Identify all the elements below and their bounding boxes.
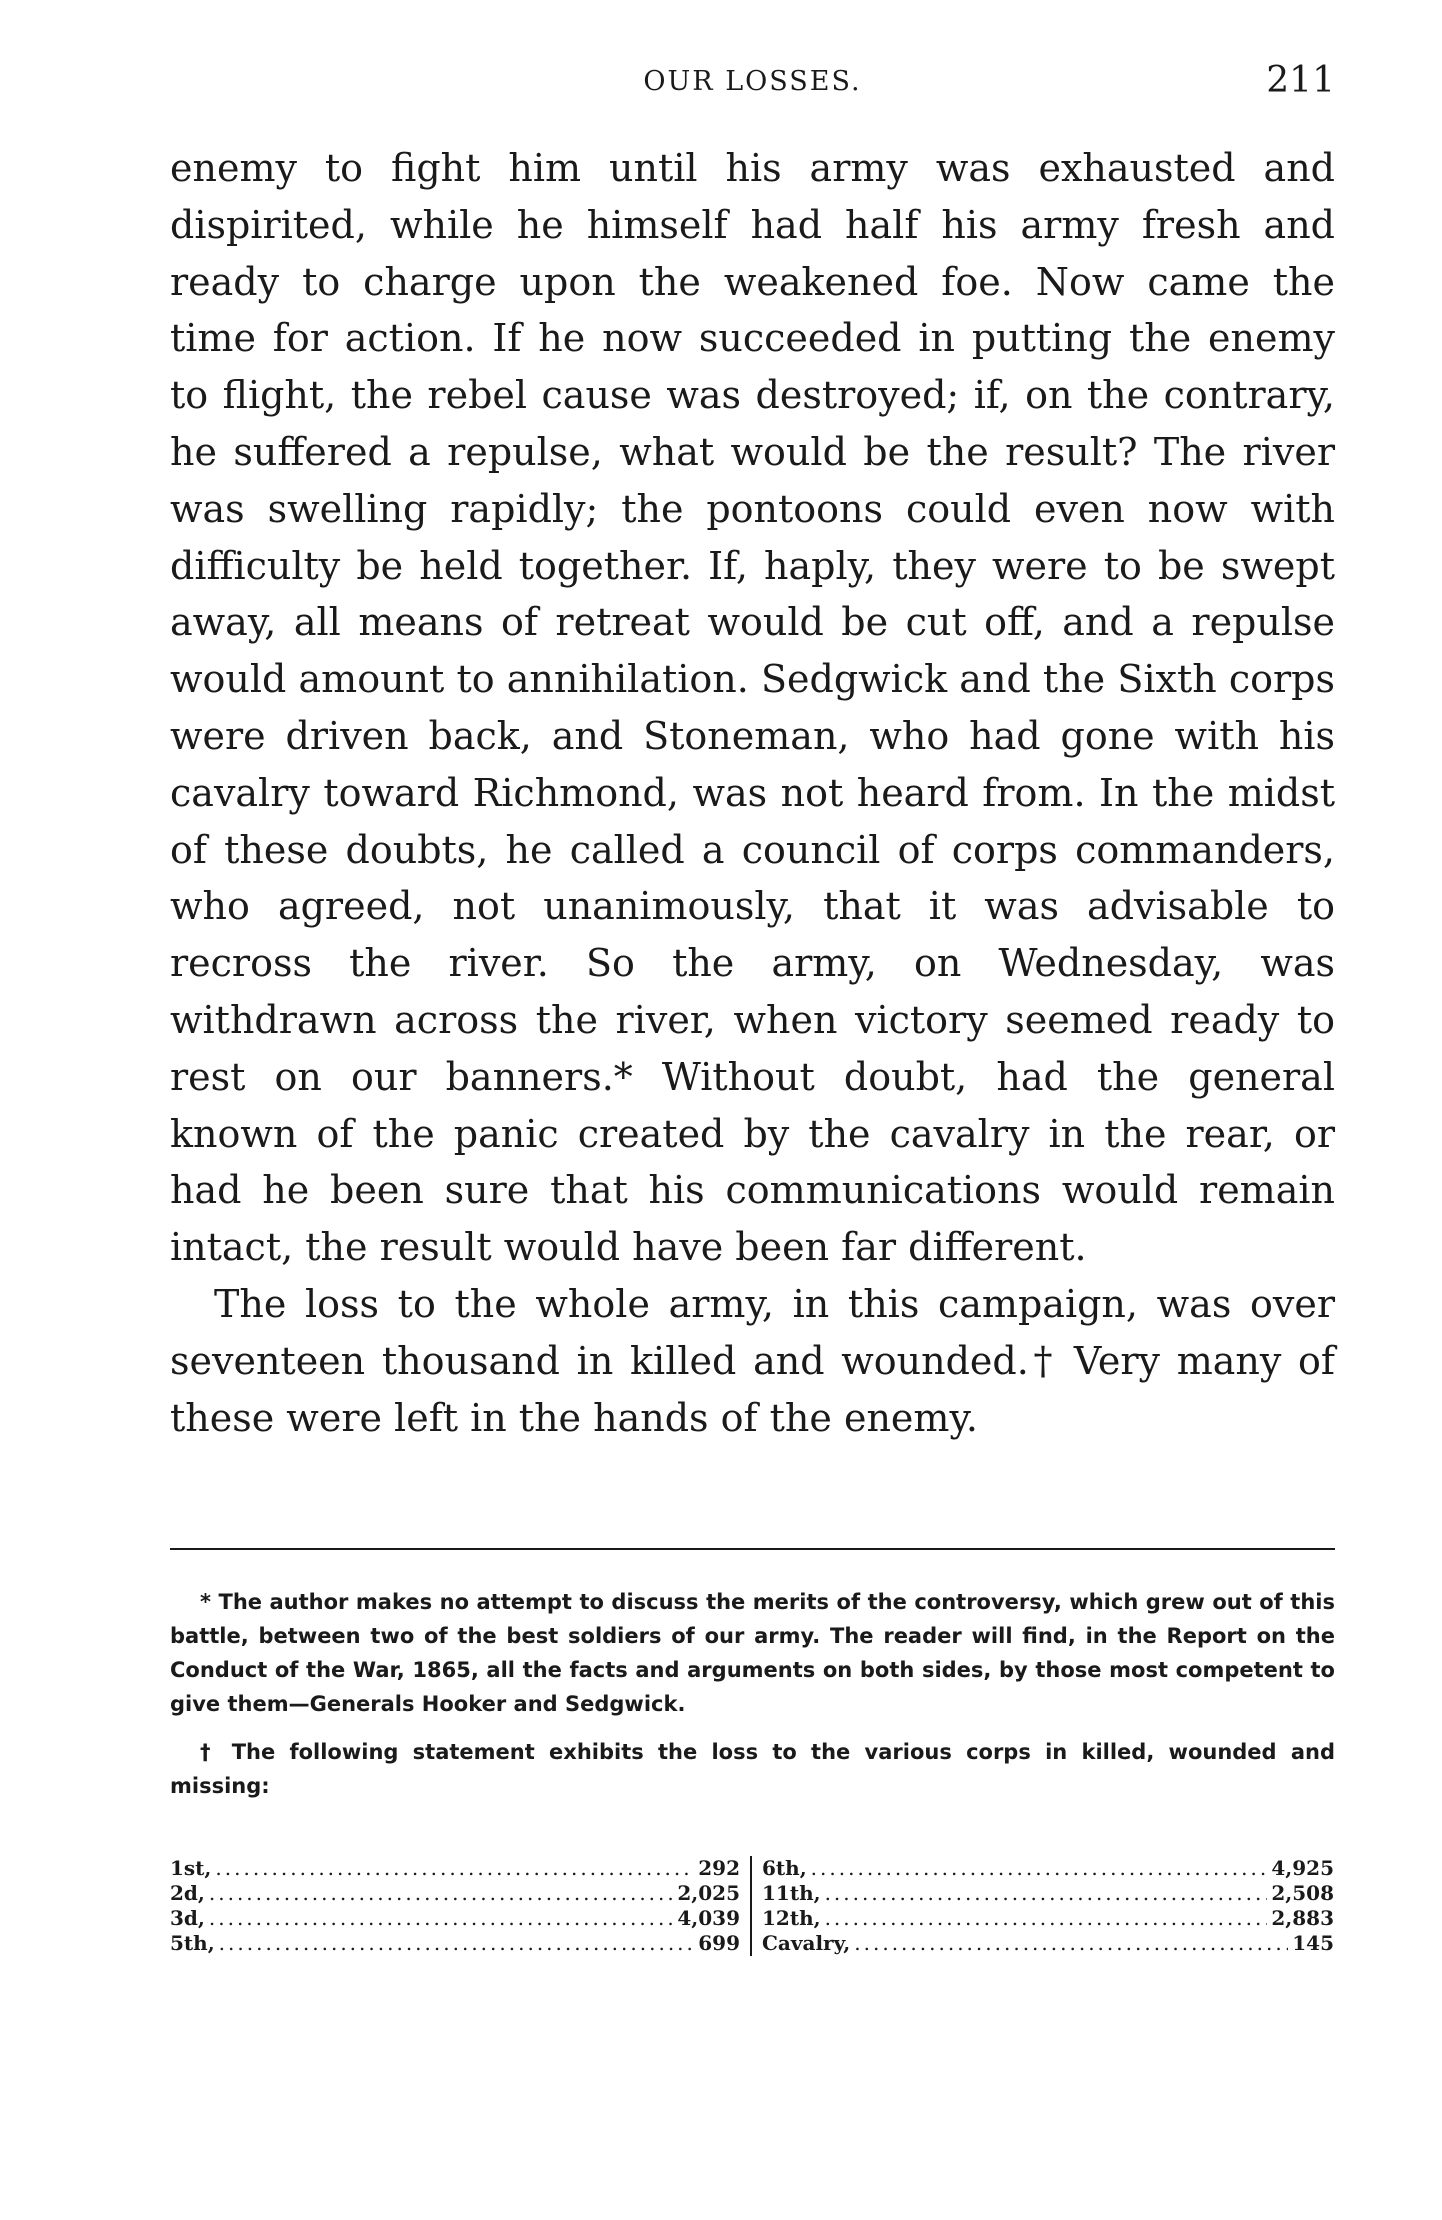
main-text bbox=[170, 140, 1335, 1446]
dot-leader bbox=[825, 1906, 1268, 1931]
dot-leader bbox=[219, 1931, 695, 1956]
dot-leader bbox=[209, 1906, 673, 1931]
loss-value: 145 bbox=[1292, 1931, 1334, 1955]
corps-label: 1st, bbox=[170, 1856, 212, 1880]
footnote-divider bbox=[170, 1548, 1335, 1550]
loss-table-left-column bbox=[170, 1856, 752, 1956]
corps-label: Cavalry, bbox=[762, 1931, 851, 1955]
paragraph: enemy to fight him until his army was exhausted and dispirited, while he himself had half his army fresh and ready to charge upon the weakened foe. Now came the time for action. If he now succeeded in putting the enemy to flight, the rebel cause was destroyed; if, on the contrary, he suffered a repulse, what would be the result? The river was swelling rapidly; the pontoons could even now with difficulty be held together. If, haply, they were to be swept away, all means of retreat would be cut off, and a repulse would amount to annihilation. Sedgwick and the Sixth corps were driven back, and Stoneman, who had gone with his cavalry toward Richmond, was not heard from. In the midst of these doubts, he called a council of corps commanders, who agreed, not unanimously, that it was advisable to recross the river. So the army, on Wednesday, was withdrawn across the river, when victory seemed ready to rest on our banners.* Without doubt, had the general known of the panic created by the cavalry in the rear, or had he been sure that his communications would remain intact, the result would have been far different. bbox=[170, 146, 1335, 1270]
loss-value: 292 bbox=[698, 1856, 740, 1880]
corps-label: 2d, bbox=[170, 1881, 205, 1905]
table-row bbox=[170, 1856, 740, 1881]
table-row bbox=[762, 1856, 1334, 1881]
footnote-1: * The author makes no attempt to discuss the merits of the controversy, which grew out of this battle, between two of the best soldiers of our army. The reader will find, in the Report on the Conduct of the War, 1865, all the facts and arguments on both sides, by those most competent to give them—Generals Hooker and Sedgwick. bbox=[170, 1590, 1335, 1716]
loss-table bbox=[170, 1856, 1335, 1956]
corps-label: 6th, bbox=[762, 1856, 807, 1880]
table-row bbox=[762, 1931, 1334, 1956]
table-row bbox=[170, 1906, 740, 1931]
loss-value: 4,925 bbox=[1271, 1856, 1334, 1880]
table-row bbox=[762, 1881, 1334, 1906]
page-number: 211 bbox=[1266, 60, 1335, 101]
dot-leader bbox=[811, 1856, 1268, 1881]
loss-value: 2,508 bbox=[1271, 1881, 1334, 1905]
dot-leader bbox=[825, 1881, 1268, 1906]
loss-value: 4,039 bbox=[677, 1906, 740, 1930]
loss-table-right-column bbox=[752, 1856, 1334, 1956]
table-row bbox=[762, 1906, 1334, 1931]
footnote-2: † The following statement exhibits the loss to the various corps in killed, wounded and missing: bbox=[170, 1740, 1335, 1798]
loss-value: 699 bbox=[698, 1931, 740, 1955]
dot-leader bbox=[854, 1931, 1288, 1956]
corps-label: 12th, bbox=[762, 1906, 821, 1930]
corps-label: 5th, bbox=[170, 1931, 215, 1955]
table-row bbox=[170, 1931, 740, 1956]
footnotes bbox=[170, 1585, 1335, 1803]
page-header bbox=[170, 60, 1335, 110]
loss-value: 2,883 bbox=[1271, 1906, 1334, 1930]
running-head: OUR LOSSES. bbox=[643, 66, 862, 97]
corps-label: 11th, bbox=[762, 1881, 821, 1905]
paragraph: The loss to the whole army, in this campaign, was over seventeen thousand in killed and wounded.† Very many of these were left in the hands of the enemy. bbox=[170, 1281, 1335, 1440]
dot-leader bbox=[215, 1856, 694, 1881]
dot-leader bbox=[209, 1881, 673, 1906]
corps-label: 3d, bbox=[170, 1906, 205, 1930]
table-row bbox=[170, 1881, 740, 1906]
loss-value: 2,025 bbox=[677, 1881, 740, 1905]
